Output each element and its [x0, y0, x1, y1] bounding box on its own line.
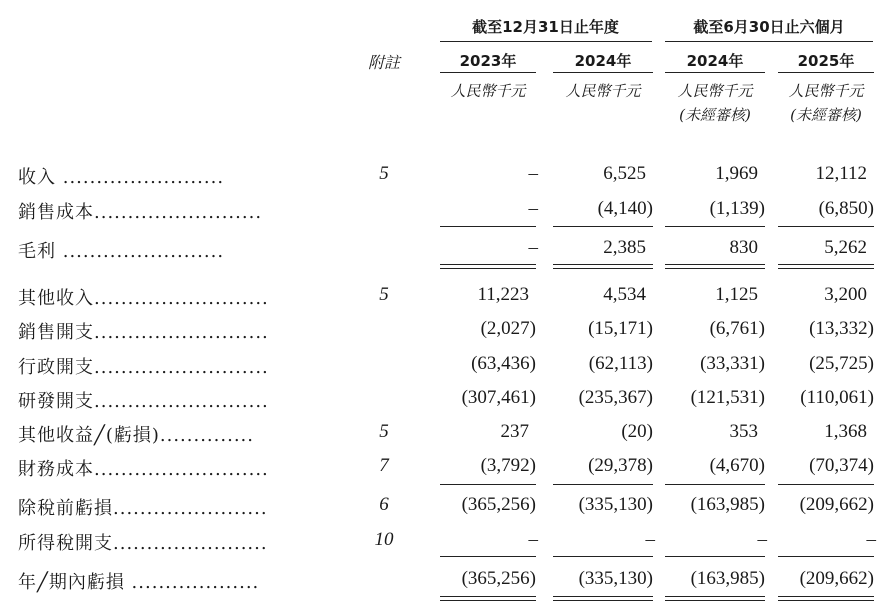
row-value: (15,171): [588, 318, 653, 339]
row-value: (365,256): [461, 494, 536, 515]
row-note: 10: [374, 529, 394, 550]
row-label: 其他收入..........................: [18, 288, 269, 309]
row-label: 其他收益╱(虧損)..............: [18, 425, 254, 446]
row-value: 2,385: [603, 237, 646, 258]
row-value: (2,027): [480, 318, 536, 339]
row-value: (163,985): [690, 568, 765, 589]
unit-label-2: 人民幣千元: [565, 82, 641, 100]
row-value: 1,368: [824, 421, 867, 442]
row-value: 6,525: [603, 163, 646, 184]
row-note: 7: [379, 455, 389, 476]
row-value: (33,331): [700, 353, 765, 374]
year-header-4: 2025年: [797, 52, 855, 70]
unit-label-1: 人民幣千元: [450, 82, 526, 100]
year-rule-2: [553, 72, 653, 73]
unit-label-3: 人民幣千元: [677, 82, 753, 100]
row-value: –: [645, 529, 655, 550]
row-value: 237: [500, 421, 529, 442]
row-label: 除稅前虧損.......................: [18, 498, 268, 519]
year-rule-4: [778, 72, 874, 73]
row-value: 830: [729, 237, 758, 258]
row-value: (25,725): [809, 353, 874, 374]
row-value: (63,436): [471, 353, 536, 374]
row-value: (1,139): [709, 198, 765, 219]
row-value: 3,200: [824, 284, 867, 305]
row-value: (110,061): [800, 387, 874, 408]
row-value: –: [528, 237, 538, 258]
row-value: 12,112: [815, 163, 867, 184]
row-value: –: [528, 529, 538, 550]
row-note: 6: [379, 494, 389, 515]
row-value: –: [528, 198, 538, 219]
unaudited-label-4: (未經審核): [790, 106, 862, 124]
row-value: 1,125: [715, 284, 758, 305]
period-header-halfyear: 截至6月30日止六個月: [693, 18, 845, 36]
row-value: (20): [621, 421, 653, 442]
row-label: 銷售開支..........................: [18, 322, 269, 343]
row-value: (6,850): [818, 198, 874, 219]
row-label: 年╱期內虧損 ...................: [18, 572, 260, 593]
row-value: (365,256): [461, 568, 536, 589]
subtotal-rule-2: [553, 226, 653, 227]
year-rule-3: [665, 72, 765, 73]
row-label: 毛利 ........................: [18, 241, 225, 262]
row-value: (335,130): [578, 494, 653, 515]
row-value: (62,113): [588, 353, 653, 374]
note-column-header: 附註: [367, 53, 400, 72]
row-value: (163,985): [690, 494, 765, 515]
row-value: 353: [729, 421, 758, 442]
year-header-3: 2024年: [686, 52, 744, 70]
row-label: 收入 ........................: [18, 167, 225, 188]
row-value: 4,534: [603, 284, 646, 305]
row-value: (13,332): [809, 318, 874, 339]
row-note: 5: [379, 284, 389, 305]
row-value: (121,531): [690, 387, 765, 408]
row-label: 財務成本..........................: [18, 459, 269, 480]
period-header-annual: 截至12月31日止年度: [472, 18, 619, 36]
row-value: –: [528, 163, 538, 184]
header-rule-annual: [440, 41, 652, 42]
row-value: 11,223: [477, 284, 529, 305]
row-value: –: [866, 529, 876, 550]
year-header-1: 2023年: [459, 52, 517, 70]
row-note: 5: [379, 163, 389, 184]
row-value: (209,662): [799, 568, 874, 589]
row-note: 5: [379, 421, 389, 442]
subtotal-rule-1: [440, 226, 536, 227]
row-label: 銷售成本.........................: [18, 202, 263, 223]
row-value: (70,374): [809, 455, 874, 476]
row-value: –: [757, 529, 767, 550]
subtotal-rule-3: [665, 226, 765, 227]
row-label: 研發開支..........................: [18, 391, 269, 412]
subtotal-rule-4: [778, 226, 874, 227]
row-value: (335,130): [578, 568, 653, 589]
row-value: (4,140): [597, 198, 653, 219]
row-value: (29,378): [588, 455, 653, 476]
row-value: (4,670): [709, 455, 765, 476]
row-value: (3,792): [480, 455, 536, 476]
row-value: 5,262: [824, 237, 867, 258]
year-header-2: 2024年: [574, 52, 632, 70]
row-value: (209,662): [799, 494, 874, 515]
row-label: 行政開支..........................: [18, 357, 269, 378]
row-value: (307,461): [461, 387, 536, 408]
year-rule-1: [440, 72, 536, 73]
unaudited-label-3: (未經審核): [679, 106, 751, 124]
row-value: 1,969: [715, 163, 758, 184]
unit-label-4: 人民幣千元: [788, 82, 864, 100]
row-value: (6,761): [709, 318, 765, 339]
header-rule-halfyear: [665, 41, 873, 42]
row-value: (235,367): [578, 387, 653, 408]
row-label: 所得稅開支.......................: [18, 533, 268, 554]
